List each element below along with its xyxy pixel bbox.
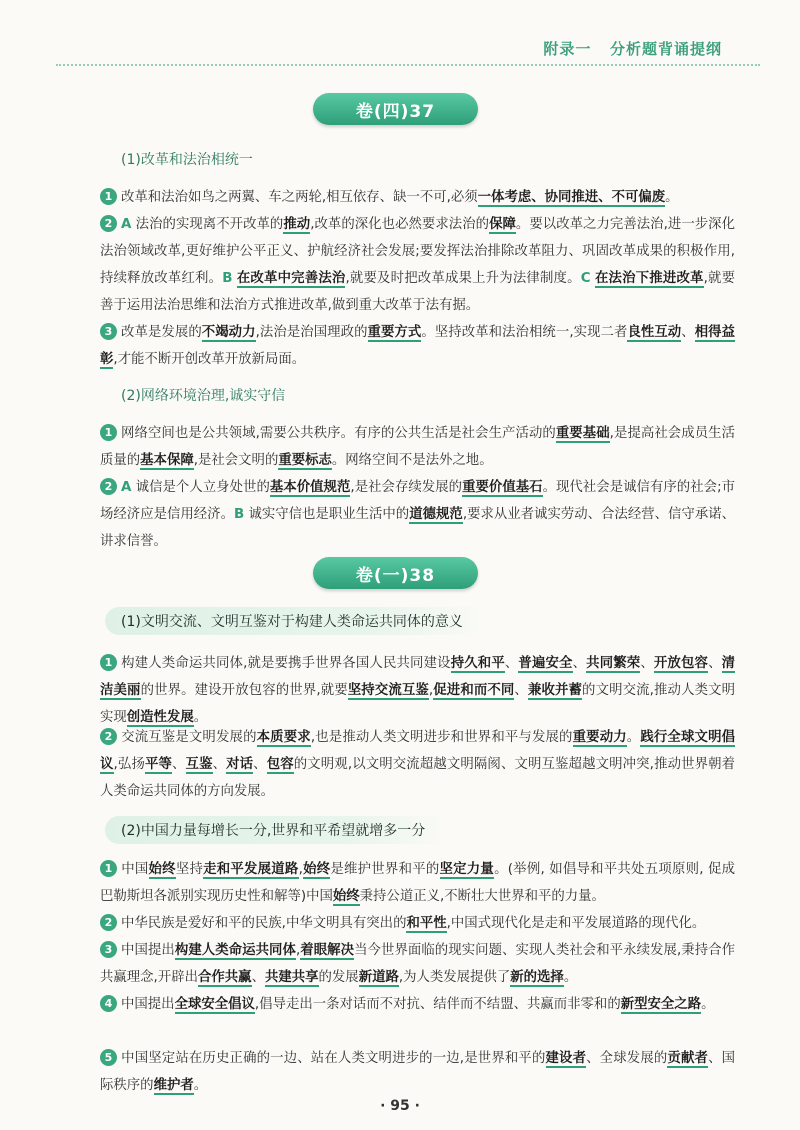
key-term: 相得益彰 bbox=[100, 325, 736, 367]
key-term: 兼收并蓄 bbox=[527, 683, 583, 698]
text: 。现代社会是诚信有序的社会;市场经济应是信用经济。 bbox=[100, 480, 735, 522]
paragraph bbox=[100, 1045, 735, 1099]
text: ,也是推动人类文明进步和世界和平与发展的 bbox=[310, 730, 573, 745]
text: 。网络空间不是法外之地。 bbox=[331, 453, 493, 468]
subheading: (1)文明交流、文明互鉴对于构建人类命运共同体的意义 bbox=[105, 607, 485, 635]
text: ,改革的深化也必然要求法治的 bbox=[310, 217, 490, 232]
subheading: (2)网络环境治理,诚实守信 bbox=[121, 388, 286, 404]
key-term: 践行全球文明倡议 bbox=[100, 730, 736, 772]
key-term: 开放包容 bbox=[653, 656, 709, 671]
text: 。 bbox=[701, 997, 715, 1012]
key-term: 贡献者 bbox=[667, 1051, 709, 1066]
paragraph bbox=[100, 184, 735, 211]
text: 当今世界面临的现实问题、实现人类社会和平永续发展,秉持合作共赢理念,开辟出 bbox=[100, 943, 736, 985]
page-number: · 95 · bbox=[380, 1098, 420, 1114]
key-term: 保障 bbox=[489, 217, 516, 232]
key-term: 包容 bbox=[266, 757, 294, 772]
text: 、 bbox=[572, 656, 587, 671]
text: 、国际秩序的 bbox=[100, 1051, 735, 1093]
header-divider bbox=[56, 64, 760, 66]
text: 。要以改革之力完善法治,进一步深化法治领域改革,更好维护公平正义、护航经济社会发展;要发挥法治排除改革阻力、巩固改革成果的积极作用,持续释放改革红利。 bbox=[100, 217, 735, 286]
key-term: 构建人类命运共同体 bbox=[174, 943, 296, 958]
paragraph bbox=[100, 937, 735, 991]
text: 。(举例, 如倡导和平共处五项原则, 促成巴勒斯坦各派别实现历史性和解等)中国 bbox=[100, 862, 736, 904]
text: ,弘扬 bbox=[113, 757, 145, 772]
key-term: 重要标志 bbox=[278, 453, 332, 468]
number-badge: 4 bbox=[100, 995, 117, 1012]
text: 、 bbox=[253, 757, 267, 772]
key-term: 本质要求 bbox=[256, 730, 311, 745]
text: 网络空间也是公共领域,需要公共秩序。有序的公共生活是社会生产活动的 bbox=[121, 426, 556, 441]
key-term: 清洁美丽 bbox=[100, 656, 736, 698]
point-letter: B bbox=[222, 271, 233, 286]
text: 构建人类命运共同体,就是要携手世界各国人民共同建设 bbox=[121, 656, 451, 671]
text: 、 bbox=[504, 656, 519, 671]
text: 。 bbox=[563, 970, 578, 985]
text: 中国提出 bbox=[121, 997, 175, 1012]
text: ,才能不断开创改革开放新局面。 bbox=[113, 352, 306, 367]
text: , bbox=[298, 862, 303, 877]
text: 诚信是个人立身处世的 bbox=[131, 480, 270, 495]
point-letter: A bbox=[121, 480, 132, 495]
text: 的文明观,以文明交流超越文明隔阂、文明互鉴超越文明冲突,推动世界朝着人类命运共同体的方向发展。 bbox=[100, 757, 736, 799]
number-badge: 2 bbox=[100, 215, 117, 232]
key-term: 重要方式 bbox=[367, 325, 422, 340]
point-letter: C bbox=[580, 271, 591, 286]
text: 中华民族是爱好和平的民族,中华文明具有突出的 bbox=[121, 916, 407, 931]
key-term: 推动 bbox=[283, 217, 311, 232]
text: 秉持公道正义,不断壮大世界和平的力量。 bbox=[359, 889, 605, 904]
paragraph bbox=[100, 910, 735, 937]
key-term: 合作共赢 bbox=[198, 970, 252, 985]
text: 、全球发展的 bbox=[586, 1051, 668, 1066]
key-term: 始终 bbox=[302, 862, 331, 877]
key-term: 基本价值规范 bbox=[269, 480, 351, 495]
text: 改革是发展的 bbox=[121, 325, 202, 340]
text: 中国 bbox=[121, 862, 149, 877]
page-header bbox=[0, 0, 800, 70]
number-badge: 2 bbox=[100, 478, 117, 495]
key-term: 不竭动力 bbox=[201, 325, 256, 340]
text: 。 bbox=[626, 730, 641, 745]
text: ,是社会存续发展的 bbox=[350, 480, 463, 495]
text: 的文明交流,推动人类文明实现 bbox=[100, 683, 736, 725]
text: 、 bbox=[681, 325, 695, 340]
number-badge: 1 bbox=[100, 654, 117, 671]
key-term: 新道路 bbox=[358, 970, 399, 985]
text: 诚实守信也是职业生活中的 bbox=[244, 507, 410, 522]
text: 坚持 bbox=[175, 862, 204, 877]
key-term: 普遍安全 bbox=[518, 656, 573, 671]
key-term: 新型安全之路 bbox=[620, 997, 702, 1012]
text: ,倡导走出一条对话而不对抗、结伴而不结盟、共赢而非零和的 bbox=[254, 997, 621, 1012]
key-term: 平等 bbox=[144, 757, 173, 772]
number-badge: 3 bbox=[100, 941, 117, 958]
key-term: 始终 bbox=[332, 889, 360, 904]
key-term: 促进和而不同 bbox=[433, 683, 515, 698]
number-badge: 3 bbox=[100, 323, 117, 340]
text: 中国提出 bbox=[121, 943, 175, 958]
paragraph bbox=[100, 319, 735, 373]
text: ,法治是治国理政的 bbox=[255, 325, 368, 340]
number-badge: 2 bbox=[100, 728, 117, 745]
key-term: 创造性发展 bbox=[126, 710, 194, 725]
number-badge: 5 bbox=[100, 1049, 117, 1066]
text: 交流互鉴是文明发展的 bbox=[121, 730, 257, 745]
text: 法治的实现离不开改革的 bbox=[131, 217, 284, 232]
key-term: 良性互动 bbox=[627, 325, 682, 340]
text: ,就要善于运用法治思维和法治方式推进改革,做到重大改革于法有据。 bbox=[100, 271, 736, 313]
paragraph bbox=[100, 991, 735, 1018]
paragraph bbox=[100, 211, 735, 319]
key-term: 重要基础 bbox=[555, 426, 610, 441]
text: ,是社会文明的 bbox=[193, 453, 279, 468]
number-badge: 1 bbox=[100, 188, 117, 205]
key-term: 共建共享 bbox=[264, 970, 319, 985]
number-badge: 1 bbox=[100, 860, 117, 877]
text: 的发展 bbox=[318, 970, 359, 985]
key-term: 着眼解决 bbox=[300, 943, 355, 958]
key-term: 和平性 bbox=[406, 916, 447, 931]
key-term: 重要价值基石 bbox=[462, 480, 543, 495]
text: 、 bbox=[640, 656, 654, 671]
key-term: 道德规范 bbox=[409, 507, 463, 522]
point-letter: A bbox=[121, 217, 132, 232]
paragraph bbox=[100, 474, 735, 555]
paragraph bbox=[100, 650, 735, 731]
key-term: 全球安全倡议 bbox=[174, 997, 255, 1012]
text: 、 bbox=[251, 970, 265, 985]
section-title-pill: 卷(一)38 bbox=[313, 557, 478, 589]
text: 中国坚定站在历史正确的一边、站在人类文明进步的一边,是世界和平的 bbox=[121, 1051, 546, 1066]
key-term: 维护者 bbox=[153, 1078, 194, 1093]
subheading: (1)改革和法治相统一 bbox=[121, 152, 253, 168]
key-term: 在法治下推进改革 bbox=[594, 271, 704, 286]
header-title: 附录一 分析题背诵提纲 bbox=[543, 40, 722, 58]
key-term: 持久和平 bbox=[450, 656, 505, 671]
key-term: 新的选择 bbox=[510, 970, 564, 985]
text: , bbox=[428, 683, 434, 698]
text: ,是提高社会成员生活质量的 bbox=[100, 426, 735, 468]
text: ,中国式现代化是走和平发展道路的现代化。 bbox=[446, 916, 706, 931]
section-title-pill: 卷(四)37 bbox=[313, 93, 478, 125]
key-term: 互鉴 bbox=[185, 757, 213, 772]
key-term: 基本保障 bbox=[140, 453, 194, 468]
paragraph bbox=[100, 724, 735, 805]
key-term: 始终 bbox=[148, 862, 176, 877]
text: 、 bbox=[708, 656, 722, 671]
number-badge: 1 bbox=[100, 424, 117, 441]
text: , bbox=[295, 943, 301, 958]
paragraph bbox=[100, 856, 735, 910]
key-term: 坚持交流互鉴 bbox=[347, 683, 429, 698]
text: 。 bbox=[665, 190, 679, 205]
paragraph bbox=[100, 420, 735, 474]
key-term: 一体考虑、协同推进、不可偏废 bbox=[477, 190, 666, 205]
text: 、 bbox=[212, 757, 227, 772]
key-term: 坚定力量 bbox=[439, 862, 495, 877]
key-term: 建设者 bbox=[545, 1051, 587, 1066]
text: 、 bbox=[172, 757, 186, 772]
text: 。 bbox=[193, 710, 208, 725]
key-term: 在改革中完善法治 bbox=[236, 271, 346, 286]
number-badge: 2 bbox=[100, 914, 117, 931]
subheading: (2)中国力量每增长一分,世界和平希望就增多一分 bbox=[105, 816, 447, 844]
text: ,就要及时把改革成果上升为法律制度。 bbox=[345, 271, 581, 286]
text: 改革和法治如鸟之两翼、车之两轮,相互依存、缺一不可,必须 bbox=[121, 190, 478, 205]
key-term: 共同繁荣 bbox=[586, 656, 641, 671]
key-term: 重要动力 bbox=[572, 730, 627, 745]
text: 。 bbox=[193, 1078, 208, 1093]
text: 、 bbox=[514, 683, 528, 698]
key-term: 走和平发展道路 bbox=[203, 862, 299, 877]
point-letter: B bbox=[233, 507, 245, 522]
text: 的世界。建设开放包容的世界,就要 bbox=[140, 683, 348, 698]
key-term: 对话 bbox=[226, 757, 254, 772]
text: 是维护世界和平的 bbox=[330, 862, 440, 877]
text: ,为人类发展提供了 bbox=[398, 970, 511, 985]
text: 。坚持改革和法治相统一,实现二者 bbox=[421, 325, 628, 340]
text: ,要求从业者诚实劳动、合法经营、信守承诺、讲求信誉。 bbox=[100, 507, 735, 549]
